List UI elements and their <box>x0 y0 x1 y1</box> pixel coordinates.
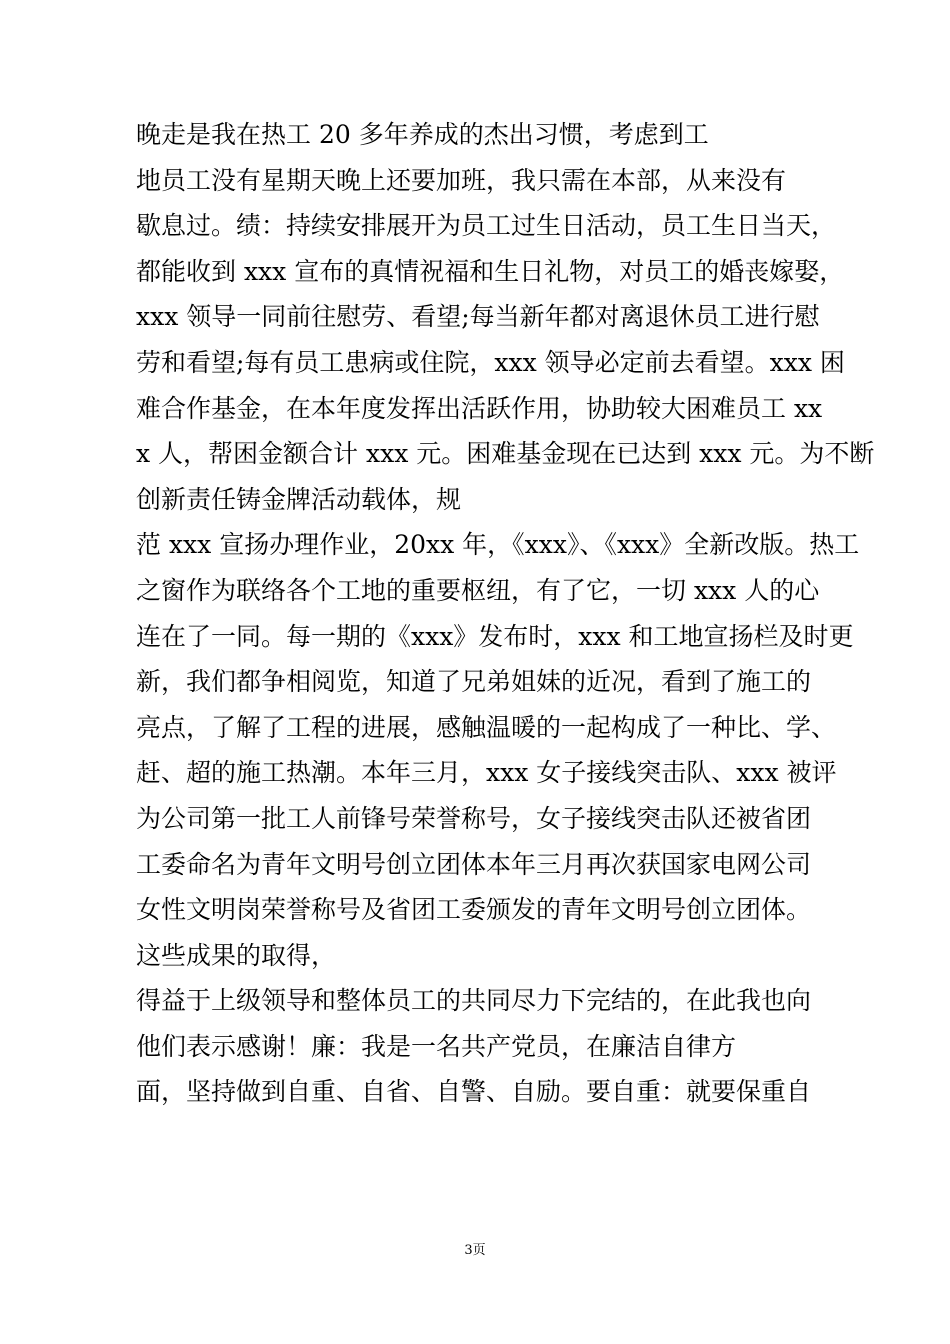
text-line: 连在了一同。每一期的《xxx》发布时，xxx 和工地宣扬栏及时更 <box>136 621 854 651</box>
text-line: 女性文明岗荣誉称号及省团工委颁发的青年文明号创立团体。 <box>136 895 812 925</box>
page-number: 3页 <box>464 1243 486 1258</box>
text-line: x 人，帮困金额合计 xxx 元。困难基金现在已达到 xxx 元。为不断 <box>136 439 875 469</box>
text-line: 难合作基金，在本年度发挥出活跃作用，协助较大困难员工 xx <box>136 393 823 423</box>
text-line: 都能收到 xxx 宣布的真情祝福和生日礼物，对员工的婚丧嫁娶， <box>136 256 845 286</box>
body-text <box>136 112 875 1115</box>
text-line: 工委命名为青年文明号创立团体本年三月再次获国家电网公司 <box>136 849 812 879</box>
text-line: 歇息过。绩：持续安排展开为员工过生日活动，员工生日当天， <box>136 211 837 241</box>
text-line: 地员工没有星期天晚上还要加班，我只需在本部，从来没有 <box>136 165 787 195</box>
text-line: 面，坚持做到自重、自省、自警、自励。要自重：就要保重自 <box>136 1077 812 1107</box>
text-line: 得益于上级领导和整体员工的共同尽力下完结的，在此我也向 <box>136 986 812 1016</box>
text-line: 亮点，了解了工程的进展，感触温暖的一起构成了一种比、学、 <box>136 712 837 742</box>
text-line: xxx 领导一同前往慰劳、看望;每当新年都对离退休员工进行慰 <box>136 302 820 332</box>
text-line: 赶、超的施工热潮。本年三月，xxx 女子接线突击队、xxx 被评 <box>136 758 837 788</box>
text-line: 劳和看望;每有员工患病或住院，xxx 领导必定前去看望。xxx 困 <box>136 347 845 377</box>
text-line: 晚走是我在热工 20 多年养成的杰出习惯，考虑到工 <box>136 120 709 149</box>
text-line: 这些成果的取得， <box>136 940 337 970</box>
text-line: 他们表示感谢！廉：我是一名共产党员，在廉洁自律方 <box>136 1031 737 1061</box>
text-line: 范 xxx 宣扬办理作业，20xx 年，《xxx》、《xxx》全新改版。热工 <box>136 530 860 560</box>
text-line: 为公司第一批工人前锋号荣誉称号，女子接线突击队还被省团 <box>136 803 812 833</box>
text-line: 之窗作为联络各个工地的重要枢纽，有了它，一切 xxx 人的心 <box>136 575 820 605</box>
text-line: 新，我们都争相阅览，知道了兄弟姐妹的近况，看到了施工的 <box>136 667 812 697</box>
text-line: 创新责任铸金牌活动载体，规 <box>136 484 462 514</box>
